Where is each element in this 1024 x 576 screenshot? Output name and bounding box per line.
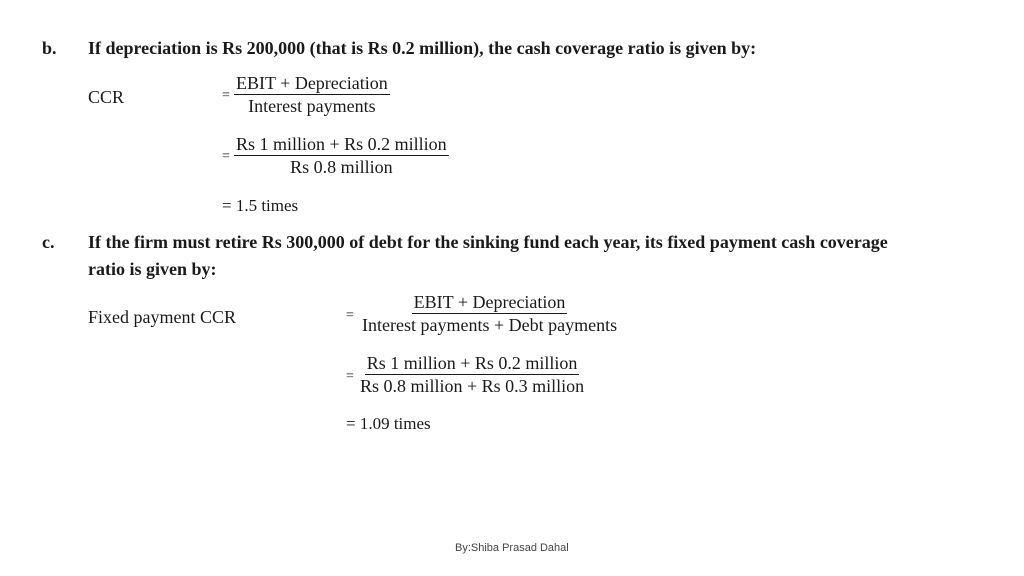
- part-b-label: CCR: [88, 87, 125, 107]
- part-b-step1-equals: =: [222, 88, 230, 103]
- part-c-step1-fraction: [360, 291, 619, 336]
- part-c-step2-equals: =: [346, 369, 354, 384]
- part-c-step2-fraction: [358, 352, 586, 397]
- part-c-statement-line2: ratio is given by:: [88, 259, 217, 279]
- part-c-step1-denominator: Interest payments + Debt payments: [362, 315, 618, 335]
- part-c-label: Fixed payment CCR: [88, 307, 236, 327]
- part-b-step2-denominator: Rs 0.8 million: [290, 157, 393, 177]
- part-c-letter: c.: [42, 232, 55, 252]
- part-b-letter: b.: [42, 38, 57, 58]
- part-c-step2-numerator: Rs 1 million + Rs 0.2 million: [366, 353, 578, 373]
- part-b-step2-fraction: [234, 133, 449, 178]
- part-c-result: = 1.09 times: [346, 414, 431, 433]
- part-b-step1-fraction: [234, 72, 390, 117]
- part-c-step1-equals: =: [346, 308, 354, 323]
- part-c-statement-line1: If the firm must retire Rs 300,000 of debt for the sinking fund each year, its fixed payment cash coverage: [88, 232, 888, 252]
- part-b-step1-denominator: Interest payments: [248, 96, 376, 116]
- part-b-step2-numerator: Rs 1 million + Rs 0.2 million: [236, 134, 447, 154]
- part-b-step1-numerator: EBIT + Depreciation: [236, 73, 388, 93]
- footer-credit: By:Shiba Prasad Dahal: [455, 542, 569, 554]
- part-c-step1-numerator: EBIT + Depreciation: [413, 292, 566, 312]
- part-c-step2-denominator: Rs 0.8 million + Rs 0.3 million: [360, 376, 585, 396]
- part-b-statement: If depreciation is Rs 200,000 (that is Rs 0.2 million), the cash coverage ratio is given by:: [88, 38, 757, 58]
- part-b-step2-equals: =: [222, 149, 230, 164]
- part-b-result: = 1.5 times: [222, 196, 299, 215]
